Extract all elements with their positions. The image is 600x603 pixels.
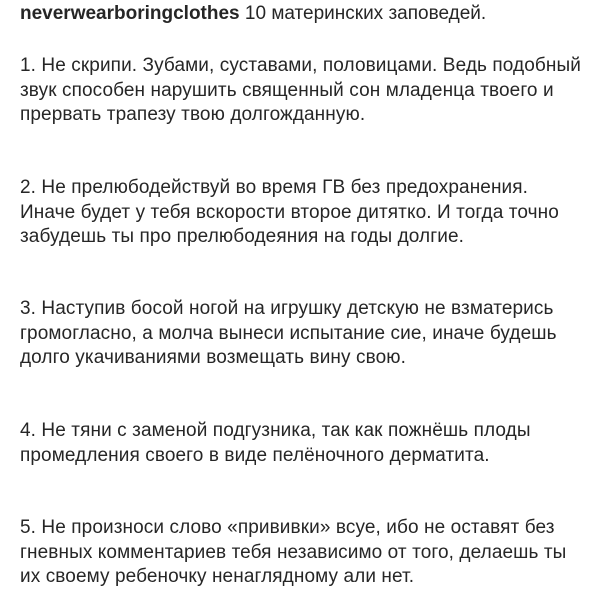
caption-header xyxy=(20,2,486,26)
rule-3: 3. Наступив босой ногой на игрушку детскую не взматерись громогласно, а молча вынеси испытание сие, иначе будешь долго укачиваниями возмещать вину свою. xyxy=(20,298,557,368)
username-link[interactable]: neverwearboringclothes xyxy=(20,3,240,24)
post-caption xyxy=(20,0,586,603)
rule-1: 1. Не скрипи. Зубами, суставами, половицами. Ведь подобный звук способен нарушить священный сон младенца твоего и прервать трапезу твою долгожданную. xyxy=(20,55,581,125)
rule-2: 2. Не прелюбодействуй во время ГВ без предохранения. Иначе будет у тебя вскорости второе дитятко. И тогда точно забудешь ты про прелюбодеяния на годы долгие. xyxy=(20,177,559,247)
caption-intro: 10 материнских заповедей. xyxy=(244,3,487,24)
rule-5: 5. Не произноси слово «прививки» всуе, ибо не оставят без гневных комментариев тебя независимо от того, делаешь ты их своему ребеночку ненаглядному али нет. xyxy=(20,517,567,587)
rule-4: 4. Не тяни с заменой подгузника, так как пожнёшь плоды промедления своего в виде пелёночного дерматита. xyxy=(20,420,531,466)
